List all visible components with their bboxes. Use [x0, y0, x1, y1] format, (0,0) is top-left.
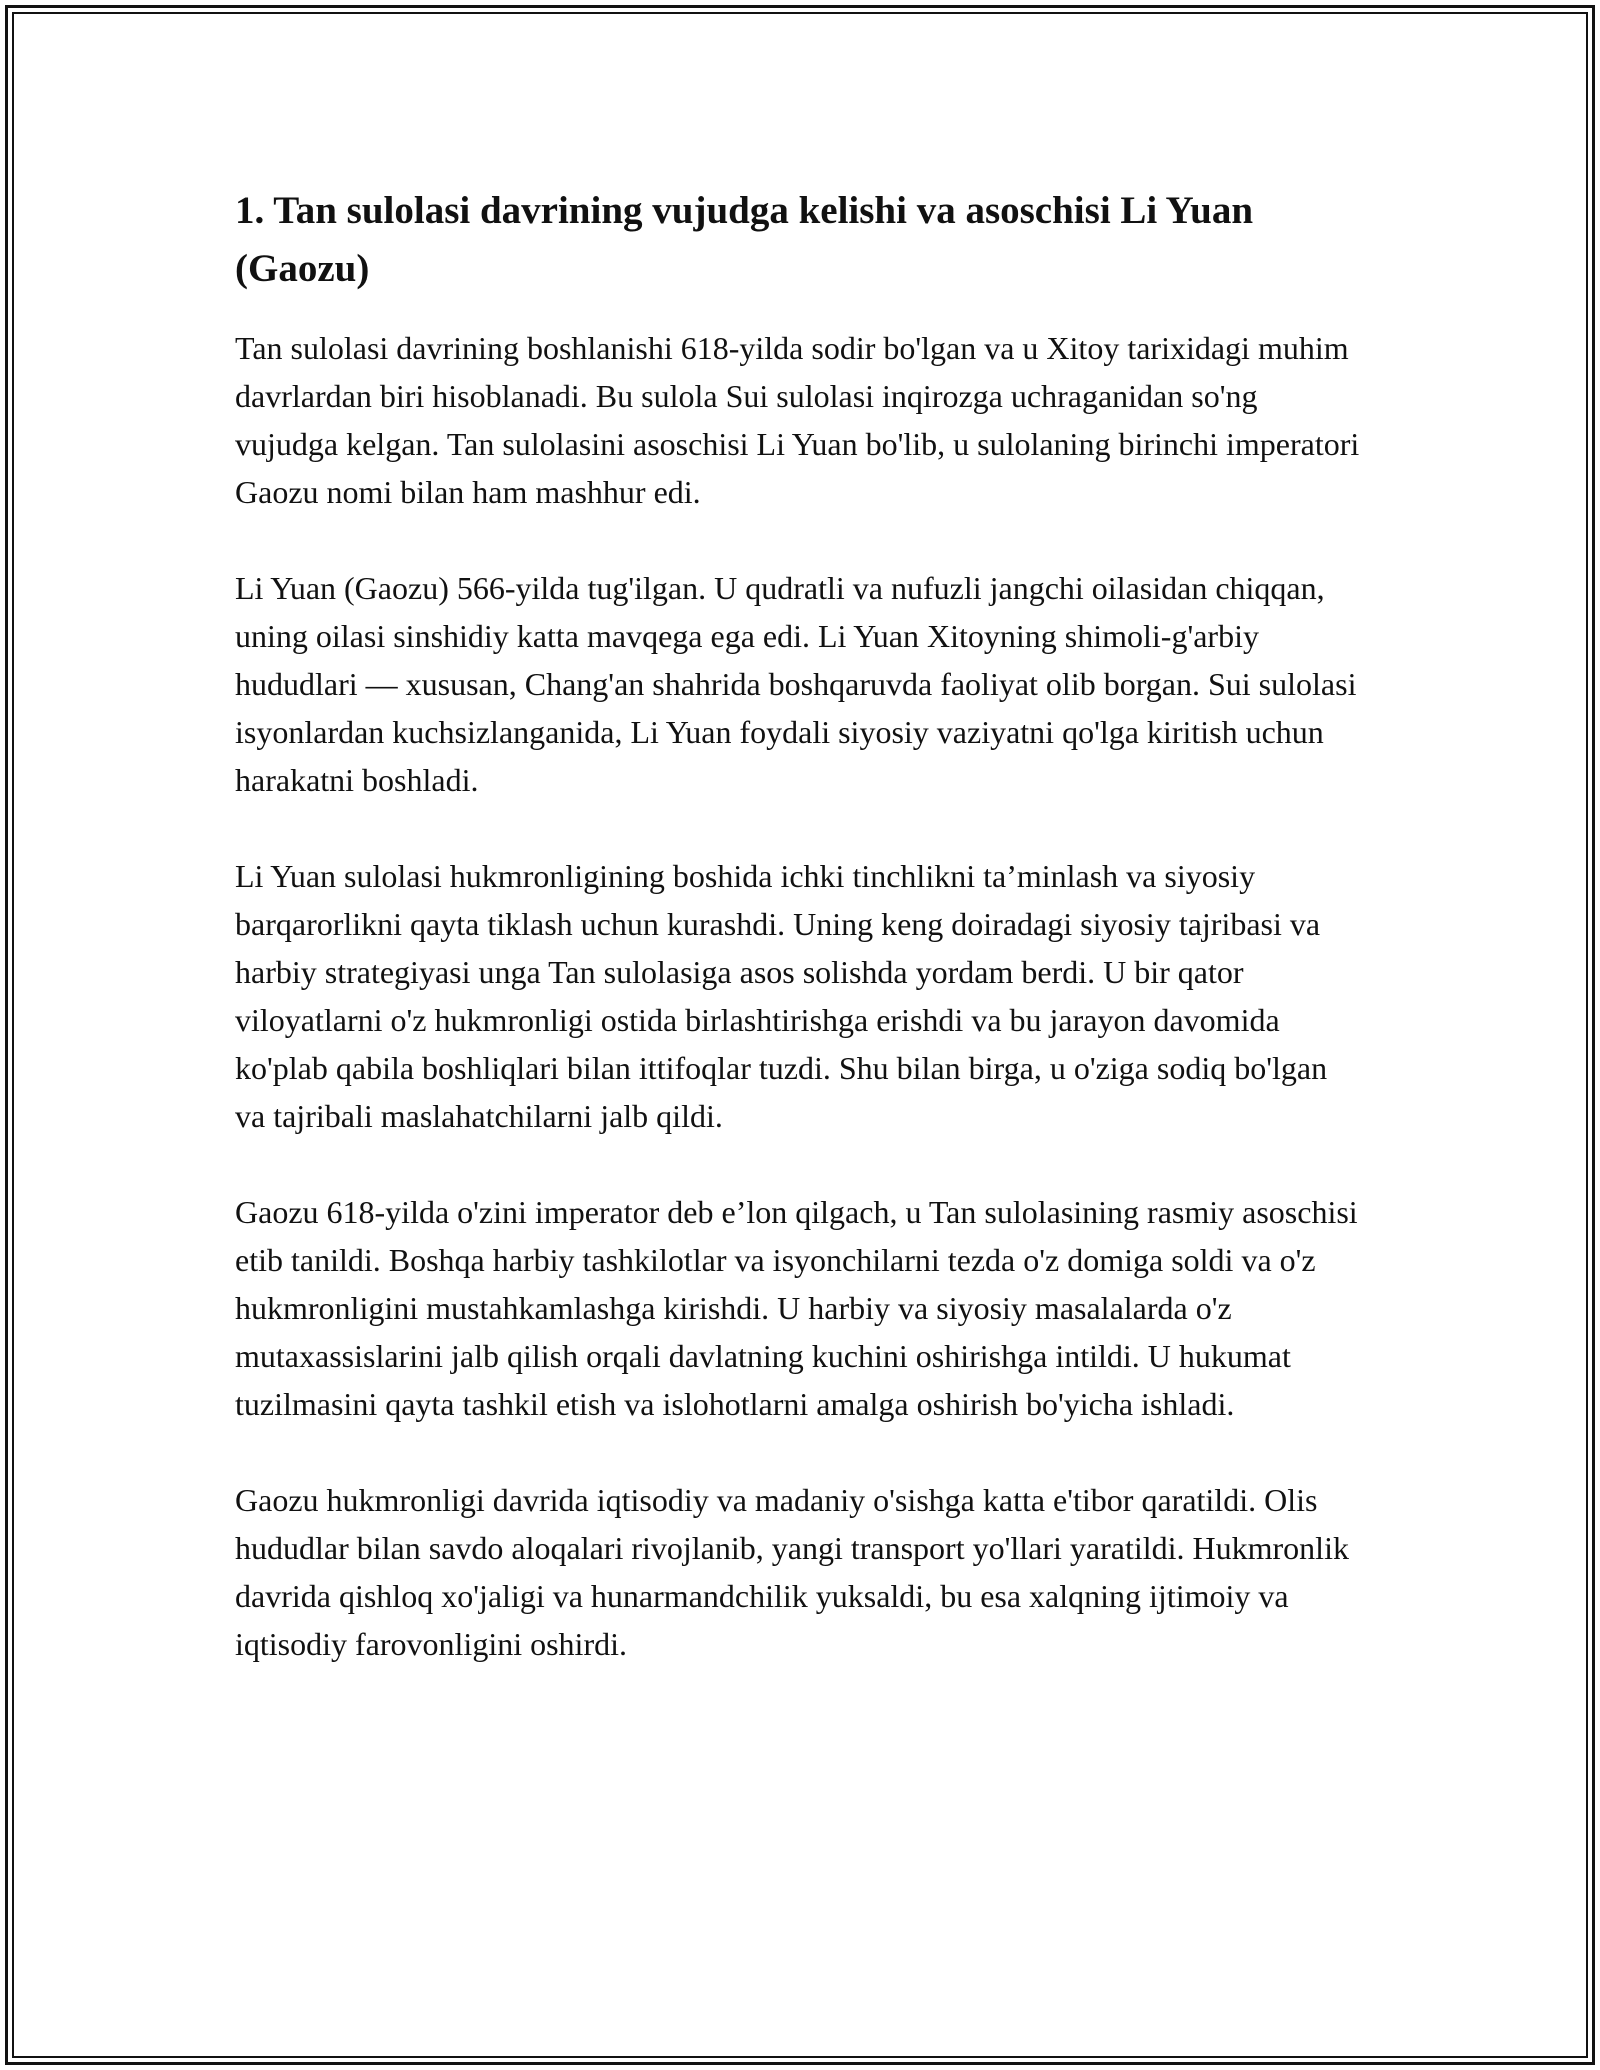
section-heading: 1. Tan sulolasi davrining vujudga kelishi va asoschisi Li Yuan (Gaozu)	[235, 189, 1254, 290]
paragraph-1: Tan sulolasi davrining boshlanishi 618-yilda sodir bo'lgan va u Xitoy tarixidagi muhim davrlardan biri hisoblanadi. Bu sulola Sui sulolasi inqirozga uchraganidan so'ng vujudga kelgan. Tan sulolasini asoschisi Li Yuan bo'lib, u sulolaning birinchi imperatori Gaozu nomi bilan ham mashhur edi.	[235, 330, 1360, 510]
paragraph-3: Li Yuan sulolasi hukmronligining boshida ichki tinchlikni ta’minlash va siyosiy barqarorlikni qayta tiklash uchun kurashdi. Uning keng doiradagi siyosiy tajribasi va harbiy strategiyasi unga Tan sulolasiga asos solishda yordam berdi. U bir qator viloyatlarni o'z hukmronligi ostida birlashtirishga erishdi va bu jarayon davomida ko'plab qabila boshliqlari bilan ittifoqlar tuzdi. Shu bilan birga, u o'ziga sodiq bo'lgan va tajribali maslahatchilarni jalb qildi.	[235, 858, 1328, 1134]
paragraph-2: Li Yuan (Gaozu) 566-yilda tug'ilgan. U qudratli va nufuzli jangchi oilasidan chiqqan, uning oilasi sinshidiy katta mavqega ega edi. Li Yuan Xitoyning shimoli-g'arbiy hududlari — xususan, Chang'an shahrida boshqaruvda faoliyat olib borgan. Sui sulolasi isyonlardan kuchsizlanganida, Li Yuan foydali siyosiy vaziyatni qo'lga kiritish uchun harakatni boshladi.	[235, 570, 1357, 798]
document-body	[235, 182, 1365, 1716]
paragraph-5: Gaozu hukmronligi davrida iqtisodiy va madaniy o'sishga katta e'tibor qaratildi. Olis hududlar bilan savdo aloqalari rivojlanib, yangi transport yo'llari yaratildi. Hukmronlik davrida qishloq xo'jaligi va hunarmandchilik yuksaldi, bu esa xalqning ijtimoiy va iqtisodiy farovonligini oshirdi.	[235, 1482, 1349, 1662]
paragraph-4: Gaozu 618-yilda o'zini imperator deb e’lon qilgach, u Tan sulolasining rasmiy asoschisi etib tanildi. Boshqa harbiy tashkilotlar va isyonchilarni tezda o'z domiga soldi va o'z hukmronligini mustahkamlashga kirishdi. U harbiy va siyosiy masalalarda o'z mutaxassislarini jalb qilish orqali davlatning kuchini oshirishga intildi. U hukumat tuzilmasini qayta tashkil etish va islohotlarni amalga oshirish bo'yicha ishladi.	[235, 1194, 1358, 1422]
